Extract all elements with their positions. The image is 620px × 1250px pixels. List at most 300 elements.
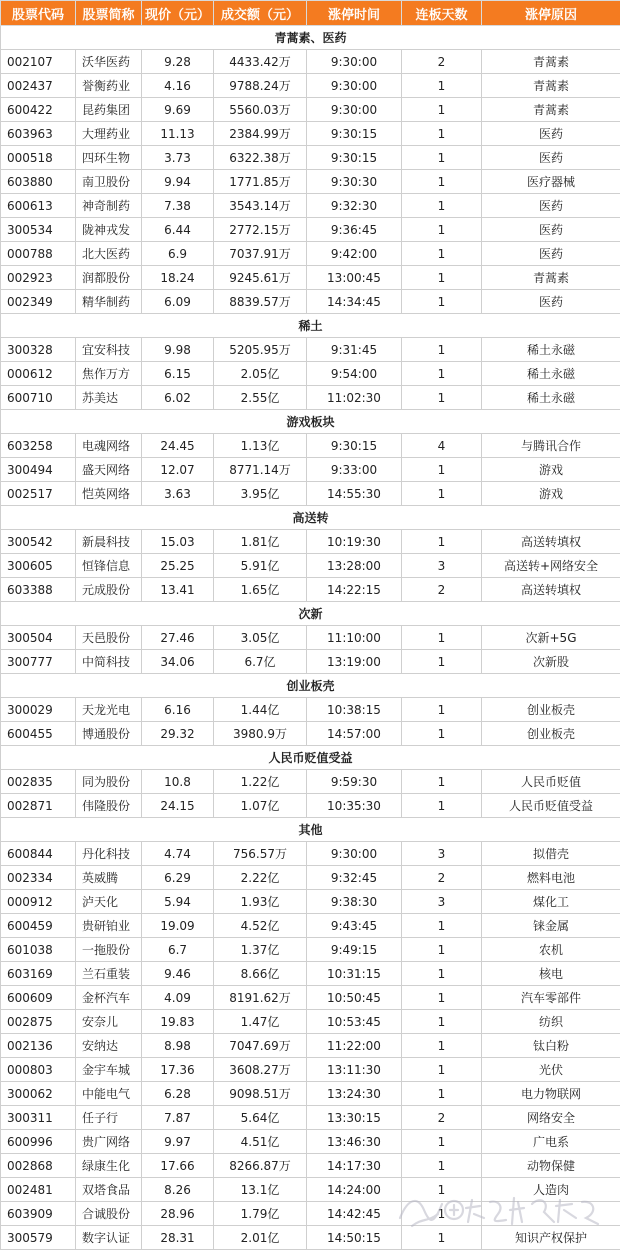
limit-up-time-cell: 11:22:00 bbox=[307, 1034, 402, 1058]
table-row bbox=[1, 986, 620, 1010]
streak-days-cell: 1 bbox=[402, 170, 482, 194]
stock-code-cell: 600609 bbox=[1, 986, 76, 1010]
turnover-cell: 8771.14万 bbox=[214, 458, 307, 482]
stock-name-cell: 沃华医药 bbox=[76, 50, 142, 74]
turnover-cell: 1.22亿 bbox=[214, 770, 307, 794]
streak-days-cell: 2 bbox=[402, 1106, 482, 1130]
stock-name-cell: 博通股份 bbox=[76, 722, 142, 746]
turnover-cell: 13.1亿 bbox=[214, 1178, 307, 1202]
turnover-cell: 8.66亿 bbox=[214, 962, 307, 986]
turnover-cell: 6322.38万 bbox=[214, 146, 307, 170]
limit-up-time-cell: 14:50:15 bbox=[307, 1226, 402, 1250]
price-cell: 10.8 bbox=[142, 770, 214, 794]
stock-name-cell: 四环生物 bbox=[76, 146, 142, 170]
stock-name-cell: 陇神戎发 bbox=[76, 218, 142, 242]
col-header-name: 股票简称 bbox=[76, 1, 142, 26]
table-row bbox=[1, 50, 620, 74]
stock-code-cell: 603963 bbox=[1, 122, 76, 146]
streak-days-cell: 2 bbox=[402, 578, 482, 602]
stock-code-cell: 300311 bbox=[1, 1106, 76, 1130]
streak-days-cell: 1 bbox=[402, 770, 482, 794]
turnover-cell: 2.05亿 bbox=[214, 362, 307, 386]
streak-days-cell: 1 bbox=[402, 1130, 482, 1154]
price-cell: 6.15 bbox=[142, 362, 214, 386]
limit-up-time-cell: 9:49:15 bbox=[307, 938, 402, 962]
table-row bbox=[1, 698, 620, 722]
streak-days-cell: 1 bbox=[402, 98, 482, 122]
reason-cell: 稀土永磁 bbox=[482, 362, 620, 386]
stock-name-cell: 任子行 bbox=[76, 1106, 142, 1130]
reason-cell: 创业板壳 bbox=[482, 698, 620, 722]
section-title: 高送转 bbox=[1, 506, 620, 530]
section-title: 青蒿素、医药 bbox=[1, 26, 620, 50]
col-header-limit-time: 涨停时间 bbox=[307, 1, 402, 26]
stock-name-cell: 中简科技 bbox=[76, 650, 142, 674]
price-cell: 3.63 bbox=[142, 482, 214, 506]
table-row bbox=[1, 890, 620, 914]
streak-days-cell: 1 bbox=[402, 266, 482, 290]
turnover-cell: 1.07亿 bbox=[214, 794, 307, 818]
streak-days-cell: 3 bbox=[402, 890, 482, 914]
stock-code-cell: 000912 bbox=[1, 890, 76, 914]
table-row bbox=[1, 578, 620, 602]
price-cell: 9.46 bbox=[142, 962, 214, 986]
limit-up-time-cell: 10:35:30 bbox=[307, 794, 402, 818]
stock-name-cell: 苏美达 bbox=[76, 386, 142, 410]
price-cell: 18.24 bbox=[142, 266, 214, 290]
price-cell: 6.29 bbox=[142, 866, 214, 890]
limit-up-time-cell: 9:30:30 bbox=[307, 170, 402, 194]
limit-up-time-cell: 9:30:15 bbox=[307, 146, 402, 170]
stock-code-cell: 002835 bbox=[1, 770, 76, 794]
price-cell: 28.31 bbox=[142, 1226, 214, 1250]
turnover-cell: 5205.95万 bbox=[214, 338, 307, 362]
streak-days-cell: 1 bbox=[402, 986, 482, 1010]
reason-cell: 电力物联网 bbox=[482, 1082, 620, 1106]
streak-days-cell: 1 bbox=[402, 914, 482, 938]
table-row bbox=[1, 1202, 620, 1226]
stock-name-cell: 焦作万方 bbox=[76, 362, 142, 386]
reason-cell: 稀土永磁 bbox=[482, 338, 620, 362]
table-row bbox=[1, 938, 620, 962]
stock-code-cell: 603258 bbox=[1, 434, 76, 458]
reason-cell: 核电 bbox=[482, 962, 620, 986]
limit-up-time-cell: 14:55:30 bbox=[307, 482, 402, 506]
section-row bbox=[1, 314, 620, 338]
reason-cell: 农机 bbox=[482, 938, 620, 962]
reason-cell: 次新+5G bbox=[482, 626, 620, 650]
turnover-cell: 2772.15万 bbox=[214, 218, 307, 242]
stock-name-cell: 神奇制药 bbox=[76, 194, 142, 218]
table-row bbox=[1, 146, 620, 170]
turnover-cell: 2.55亿 bbox=[214, 386, 307, 410]
streak-days-cell: 2 bbox=[402, 866, 482, 890]
turnover-cell: 1.65亿 bbox=[214, 578, 307, 602]
reason-cell: 青蒿素 bbox=[482, 50, 620, 74]
turnover-cell: 2.22亿 bbox=[214, 866, 307, 890]
price-cell: 8.98 bbox=[142, 1034, 214, 1058]
price-cell: 19.09 bbox=[142, 914, 214, 938]
limit-up-time-cell: 10:53:45 bbox=[307, 1010, 402, 1034]
section-row bbox=[1, 26, 620, 50]
price-cell: 7.87 bbox=[142, 1106, 214, 1130]
col-header-code: 股票代码 bbox=[1, 1, 76, 26]
stock-code-cell: 002868 bbox=[1, 1154, 76, 1178]
stock-code-cell: 002437 bbox=[1, 74, 76, 98]
limit-up-time-cell: 9:32:30 bbox=[307, 194, 402, 218]
streak-days-cell: 1 bbox=[402, 242, 482, 266]
turnover-cell: 9245.61万 bbox=[214, 266, 307, 290]
price-cell: 8.26 bbox=[142, 1178, 214, 1202]
section-title: 人民币贬值受益 bbox=[1, 746, 620, 770]
stock-code-cell: 600422 bbox=[1, 98, 76, 122]
streak-days-cell: 3 bbox=[402, 554, 482, 578]
reason-cell: 医药 bbox=[482, 122, 620, 146]
stock-code-cell: 002136 bbox=[1, 1034, 76, 1058]
limit-up-time-cell: 9:30:15 bbox=[307, 434, 402, 458]
reason-cell: 光伏 bbox=[482, 1058, 620, 1082]
stock-name-cell: 安纳达 bbox=[76, 1034, 142, 1058]
table-row bbox=[1, 170, 620, 194]
limit-up-time-cell: 14:22:15 bbox=[307, 578, 402, 602]
stock-name-cell: 天龙光电 bbox=[76, 698, 142, 722]
turnover-cell: 756.57万 bbox=[214, 842, 307, 866]
table-row bbox=[1, 266, 620, 290]
limit-up-time-cell: 13:28:00 bbox=[307, 554, 402, 578]
streak-days-cell: 1 bbox=[402, 1154, 482, 1178]
price-cell: 9.94 bbox=[142, 170, 214, 194]
stock-name-cell: 恺英网络 bbox=[76, 482, 142, 506]
stock-code-cell: 600844 bbox=[1, 842, 76, 866]
stock-code-cell: 603388 bbox=[1, 578, 76, 602]
limit-up-time-cell: 9:59:30 bbox=[307, 770, 402, 794]
reason-cell: 医药 bbox=[482, 146, 620, 170]
turnover-cell: 2384.99万 bbox=[214, 122, 307, 146]
turnover-cell: 1771.85万 bbox=[214, 170, 307, 194]
stock-name-cell: 元成股份 bbox=[76, 578, 142, 602]
stock-code-cell: 603909 bbox=[1, 1202, 76, 1226]
reason-cell: 稀土永磁 bbox=[482, 386, 620, 410]
limit-up-time-cell: 13:00:45 bbox=[307, 266, 402, 290]
table-row bbox=[1, 1010, 620, 1034]
turnover-cell: 5.91亿 bbox=[214, 554, 307, 578]
limit-up-time-cell: 9:30:00 bbox=[307, 74, 402, 98]
price-cell: 28.96 bbox=[142, 1202, 214, 1226]
reason-cell: 汽车零部件 bbox=[482, 986, 620, 1010]
section-row bbox=[1, 818, 620, 842]
stock-code-cell: 000612 bbox=[1, 362, 76, 386]
table-row bbox=[1, 242, 620, 266]
stock-code-cell: 600455 bbox=[1, 722, 76, 746]
reason-cell: 知识产权保护 bbox=[482, 1226, 620, 1250]
table-row bbox=[1, 554, 620, 578]
turnover-cell: 1.44亿 bbox=[214, 698, 307, 722]
streak-days-cell: 1 bbox=[402, 1178, 482, 1202]
turnover-cell: 4433.42万 bbox=[214, 50, 307, 74]
turnover-cell: 2.01亿 bbox=[214, 1226, 307, 1250]
streak-days-cell: 1 bbox=[402, 218, 482, 242]
stock-name-cell: 一拖股份 bbox=[76, 938, 142, 962]
price-cell: 24.45 bbox=[142, 434, 214, 458]
stock-code-cell: 600613 bbox=[1, 194, 76, 218]
stock-name-cell: 宜安科技 bbox=[76, 338, 142, 362]
stock-code-cell: 000518 bbox=[1, 146, 76, 170]
price-cell: 11.13 bbox=[142, 122, 214, 146]
reason-cell: 医疗器械 bbox=[482, 170, 620, 194]
stock-code-cell: 300534 bbox=[1, 218, 76, 242]
streak-days-cell: 1 bbox=[402, 938, 482, 962]
stock-name-cell: 恒锋信息 bbox=[76, 554, 142, 578]
stock-name-cell: 昆药集团 bbox=[76, 98, 142, 122]
streak-days-cell: 1 bbox=[402, 1202, 482, 1226]
stock-name-cell: 大理药业 bbox=[76, 122, 142, 146]
stock-code-cell: 002481 bbox=[1, 1178, 76, 1202]
streak-days-cell: 1 bbox=[402, 386, 482, 410]
table-row bbox=[1, 1106, 620, 1130]
stock-name-cell: 双塔食品 bbox=[76, 1178, 142, 1202]
table-row bbox=[1, 722, 620, 746]
turnover-cell: 1.81亿 bbox=[214, 530, 307, 554]
table-row bbox=[1, 98, 620, 122]
streak-days-cell: 1 bbox=[402, 146, 482, 170]
streak-days-cell: 1 bbox=[402, 722, 482, 746]
reason-cell: 高送转填权 bbox=[482, 530, 620, 554]
streak-days-cell: 1 bbox=[402, 698, 482, 722]
table-row bbox=[1, 842, 620, 866]
stock-name-cell: 金杯汽车 bbox=[76, 986, 142, 1010]
reason-cell: 创业板壳 bbox=[482, 722, 620, 746]
table-row bbox=[1, 770, 620, 794]
reason-cell: 游戏 bbox=[482, 482, 620, 506]
limit-up-time-cell: 13:46:30 bbox=[307, 1130, 402, 1154]
limit-up-time-cell: 9:43:45 bbox=[307, 914, 402, 938]
stock-code-cell: 002349 bbox=[1, 290, 76, 314]
turnover-cell: 3.05亿 bbox=[214, 626, 307, 650]
turnover-cell: 3980.9万 bbox=[214, 722, 307, 746]
streak-days-cell: 1 bbox=[402, 122, 482, 146]
limit-up-time-cell: 9:30:00 bbox=[307, 842, 402, 866]
stock-name-cell: 精华制药 bbox=[76, 290, 142, 314]
section-title: 其他 bbox=[1, 818, 620, 842]
streak-days-cell: 1 bbox=[402, 74, 482, 98]
price-cell: 4.74 bbox=[142, 842, 214, 866]
table-row bbox=[1, 362, 620, 386]
reason-cell: 游戏 bbox=[482, 458, 620, 482]
section-row bbox=[1, 410, 620, 434]
reason-cell: 次新股 bbox=[482, 650, 620, 674]
stock-name-cell: 伟隆股份 bbox=[76, 794, 142, 818]
stock-code-cell: 002923 bbox=[1, 266, 76, 290]
reason-cell: 人民币贬值 bbox=[482, 770, 620, 794]
turnover-cell: 4.52亿 bbox=[214, 914, 307, 938]
stock-name-cell: 同为股份 bbox=[76, 770, 142, 794]
table-row bbox=[1, 482, 620, 506]
price-cell: 6.16 bbox=[142, 698, 214, 722]
reason-cell: 人造肉 bbox=[482, 1178, 620, 1202]
turnover-cell: 1.93亿 bbox=[214, 890, 307, 914]
streak-days-cell: 1 bbox=[402, 1226, 482, 1250]
section-title: 创业板壳 bbox=[1, 674, 620, 698]
reason-cell: 铼金属 bbox=[482, 914, 620, 938]
stock-code-cell: 000803 bbox=[1, 1058, 76, 1082]
reason-cell: 医药 bbox=[482, 290, 620, 314]
streak-days-cell: 1 bbox=[402, 1058, 482, 1082]
turnover-cell: 1.37亿 bbox=[214, 938, 307, 962]
price-cell: 17.36 bbox=[142, 1058, 214, 1082]
streak-days-cell: 2 bbox=[402, 50, 482, 74]
table-row bbox=[1, 794, 620, 818]
stock-name-cell: 贵广网络 bbox=[76, 1130, 142, 1154]
limit-up-time-cell: 14:17:30 bbox=[307, 1154, 402, 1178]
stock-code-cell: 000788 bbox=[1, 242, 76, 266]
limit-up-time-cell: 13:11:30 bbox=[307, 1058, 402, 1082]
table-row bbox=[1, 338, 620, 362]
table-row bbox=[1, 218, 620, 242]
stock-name-cell: 丹化科技 bbox=[76, 842, 142, 866]
streak-days-cell: 4 bbox=[402, 434, 482, 458]
stock-name-cell: 合诚股份 bbox=[76, 1202, 142, 1226]
streak-days-cell: 1 bbox=[402, 530, 482, 554]
reason-cell: 燃料电池 bbox=[482, 866, 620, 890]
section-row bbox=[1, 506, 620, 530]
stock-name-cell: 数字认证 bbox=[76, 1226, 142, 1250]
limit-up-time-cell: 9:38:30 bbox=[307, 890, 402, 914]
stock-code-cell: 300494 bbox=[1, 458, 76, 482]
price-cell: 9.69 bbox=[142, 98, 214, 122]
col-header-streak-days: 连板天数 bbox=[402, 1, 482, 26]
price-cell: 29.32 bbox=[142, 722, 214, 746]
price-cell: 6.02 bbox=[142, 386, 214, 410]
price-cell: 9.28 bbox=[142, 50, 214, 74]
limit-up-time-cell: 13:19:00 bbox=[307, 650, 402, 674]
limit-up-time-cell: 10:50:45 bbox=[307, 986, 402, 1010]
limit-up-time-cell: 14:24:00 bbox=[307, 1178, 402, 1202]
reason-cell: 煤化工 bbox=[482, 890, 620, 914]
table-row bbox=[1, 386, 620, 410]
price-cell: 13.41 bbox=[142, 578, 214, 602]
turnover-cell: 1.47亿 bbox=[214, 1010, 307, 1034]
stock-code-cell: 002517 bbox=[1, 482, 76, 506]
reason-cell bbox=[482, 1202, 620, 1226]
limit-up-time-cell: 10:38:15 bbox=[307, 698, 402, 722]
limit-up-time-cell: 9:30:00 bbox=[307, 98, 402, 122]
limit-up-time-cell: 9:31:45 bbox=[307, 338, 402, 362]
reason-cell: 人民币贬值受益 bbox=[482, 794, 620, 818]
turnover-cell: 4.51亿 bbox=[214, 1130, 307, 1154]
turnover-cell: 9788.24万 bbox=[214, 74, 307, 98]
price-cell: 19.83 bbox=[142, 1010, 214, 1034]
price-cell: 3.73 bbox=[142, 146, 214, 170]
streak-days-cell: 1 bbox=[402, 626, 482, 650]
price-cell: 6.09 bbox=[142, 290, 214, 314]
section-title: 游戏板块 bbox=[1, 410, 620, 434]
streak-days-cell: 1 bbox=[402, 194, 482, 218]
turnover-cell: 1.79亿 bbox=[214, 1202, 307, 1226]
price-cell: 27.46 bbox=[142, 626, 214, 650]
price-cell: 24.15 bbox=[142, 794, 214, 818]
table-row bbox=[1, 458, 620, 482]
price-cell: 15.03 bbox=[142, 530, 214, 554]
limit-up-time-cell: 11:02:30 bbox=[307, 386, 402, 410]
col-header-reason: 涨停原因 bbox=[482, 1, 620, 26]
reason-cell: 医药 bbox=[482, 194, 620, 218]
streak-days-cell: 1 bbox=[402, 1082, 482, 1106]
turnover-cell: 5560.03万 bbox=[214, 98, 307, 122]
streak-days-cell: 1 bbox=[402, 962, 482, 986]
stock-code-cell: 002334 bbox=[1, 866, 76, 890]
price-cell: 9.98 bbox=[142, 338, 214, 362]
stock-name-cell: 电魂网络 bbox=[76, 434, 142, 458]
limit-up-time-cell: 9:33:00 bbox=[307, 458, 402, 482]
stock-name-cell: 英威腾 bbox=[76, 866, 142, 890]
price-cell: 4.16 bbox=[142, 74, 214, 98]
stock-name-cell: 新晨科技 bbox=[76, 530, 142, 554]
limit-up-time-cell: 9:32:45 bbox=[307, 866, 402, 890]
section-row bbox=[1, 602, 620, 626]
col-header-price: 现价（元） bbox=[142, 1, 214, 26]
limit-up-time-cell: 14:42:45 bbox=[307, 1202, 402, 1226]
price-cell: 12.07 bbox=[142, 458, 214, 482]
reason-cell: 医药 bbox=[482, 242, 620, 266]
table-row bbox=[1, 1178, 620, 1202]
table-row bbox=[1, 1154, 620, 1178]
limit-up-time-cell: 9:30:15 bbox=[307, 122, 402, 146]
reason-cell: 高送转填权 bbox=[482, 578, 620, 602]
turnover-cell: 3.95亿 bbox=[214, 482, 307, 506]
limit-up-time-cell: 9:42:00 bbox=[307, 242, 402, 266]
stock-name-cell: 誉衡药业 bbox=[76, 74, 142, 98]
streak-days-cell: 1 bbox=[402, 1034, 482, 1058]
table-row bbox=[1, 1058, 620, 1082]
stock-code-cell: 002107 bbox=[1, 50, 76, 74]
reason-cell: 青蒿素 bbox=[482, 74, 620, 98]
price-cell: 4.09 bbox=[142, 986, 214, 1010]
stock-code-cell: 600996 bbox=[1, 1130, 76, 1154]
price-cell: 17.66 bbox=[142, 1154, 214, 1178]
limit-up-time-cell: 13:24:30 bbox=[307, 1082, 402, 1106]
price-cell: 6.9 bbox=[142, 242, 214, 266]
stock-name-cell: 润都股份 bbox=[76, 266, 142, 290]
table-row bbox=[1, 122, 620, 146]
turnover-cell: 8839.57万 bbox=[214, 290, 307, 314]
limit-up-time-cell: 14:57:00 bbox=[307, 722, 402, 746]
reason-cell: 纺织 bbox=[482, 1010, 620, 1034]
price-cell: 7.38 bbox=[142, 194, 214, 218]
stock-name-cell: 天邑股份 bbox=[76, 626, 142, 650]
stock-name-cell: 南卫股份 bbox=[76, 170, 142, 194]
reason-cell: 高送转+网络安全 bbox=[482, 554, 620, 578]
limit-up-time-cell: 10:19:30 bbox=[307, 530, 402, 554]
turnover-cell: 3608.27万 bbox=[214, 1058, 307, 1082]
turnover-cell: 1.13亿 bbox=[214, 434, 307, 458]
col-header-turnover: 成交额（元） bbox=[214, 1, 307, 26]
price-cell: 34.06 bbox=[142, 650, 214, 674]
price-cell: 6.44 bbox=[142, 218, 214, 242]
stock-code-cell: 002871 bbox=[1, 794, 76, 818]
stock-code-cell: 002875 bbox=[1, 1010, 76, 1034]
stock-name-cell: 兰石重装 bbox=[76, 962, 142, 986]
turnover-cell: 6.7亿 bbox=[214, 650, 307, 674]
turnover-cell: 9098.51万 bbox=[214, 1082, 307, 1106]
stock-code-cell: 601038 bbox=[1, 938, 76, 962]
limit-up-time-cell: 9:30:00 bbox=[307, 50, 402, 74]
streak-days-cell: 1 bbox=[402, 362, 482, 386]
table-row bbox=[1, 962, 620, 986]
reason-cell: 与腾讯合作 bbox=[482, 434, 620, 458]
stock-code-cell: 300777 bbox=[1, 650, 76, 674]
section-title: 次新 bbox=[1, 602, 620, 626]
table-row bbox=[1, 1226, 620, 1250]
